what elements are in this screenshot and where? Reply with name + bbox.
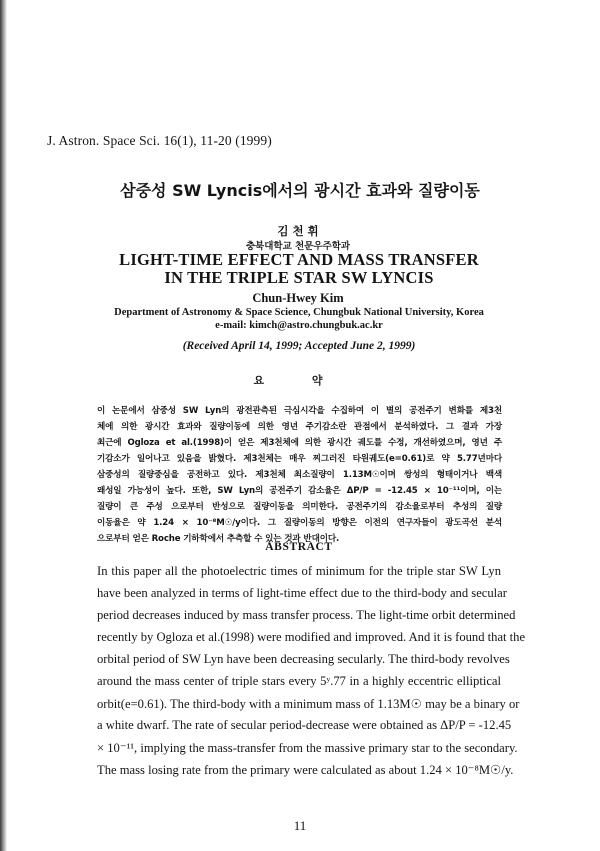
received-accepted-dates: (Received April 14, 1999; Accepted June 2, 1999) [182, 340, 416, 352]
korean-abstract-line: 최근에 Ogloza et al.(1998)이 얻은 제3천체에 의한 광시간 궤도를 수정, 개선하였으며, 영년 주 [97, 438, 502, 448]
korean-abstract-line: 이 논문에서 삼중성 SW Lyn의 광전관측된 극심시각을 수집하여 이 별의 공전주기 변화를 제3천 [97, 406, 502, 416]
english-affiliation: Department of Astronomy & Space Science, Chungbuk National University, Korea [114, 307, 484, 318]
abstract-line: orbital period of SW Lyn have been decreasing secularly. The third-body revolves [97, 652, 510, 666]
abstract-line: × 10⁻¹¹, implying the mass-transfer from the massive primary star to the secondary. [97, 741, 518, 755]
english-title-line-1: LIGHT-TIME EFFECT AND MASS TRANSFER [119, 250, 479, 269]
korean-affiliation: 충북대학교 천문우주학과 [245, 241, 351, 252]
abstract-line: In this paper all the photoelectric times of minimum for the triple star SW Lyn [97, 564, 501, 578]
abstract-line: orbit(e=0.61). The third-body with a minimum mass of 1.13M☉ may be a binary or [97, 697, 520, 711]
journal-citation: J. Astron. Space Sci. 16(1), 11-20 (1999) [47, 133, 272, 148]
korean-abstract-line: 이동율은 약 1.24 × 10⁻⁸M☉/y이다. 그 질량이동의 방향은 이전의 연구자들이 광도곡선 분석 [97, 518, 502, 528]
korean-abstract-line: 으로부터 얻은 Roche 기하학에서 추측할 수 있는 것과 반대이다. [97, 534, 340, 544]
korean-title: 삼중성 SW Lyncis에서의 광시간 효과와 질량이동 [120, 181, 480, 200]
korean-abstract-line: 질량이 큰 주성 으로부터 반성으로 질량이동을 의미한다. 공전주기의 감소율로부터 추성의 질량 [97, 502, 502, 512]
korean-abstract-line: 왜성일 가능성이 높다. 또한, SW Lyn의 공전주기 감소율은 ΔP/P = -12.45 × 10⁻¹¹이며, 이는 [97, 486, 502, 496]
abstract-line: period decreases induced by mass transfer process. The light-time orbit determined [97, 608, 516, 622]
abstract-line: have been analyzed in terms of light-time effect due to the third-body and secular [97, 586, 507, 600]
korean-abstract-line: 삼중성의 질량중심을 공전하고 있다. 제3천체 최소질량이 1.13M☉이며 쌍성의 형태이거나 백색 [97, 470, 502, 480]
korean-abstract-line: 기감소가 일어나고 있음을 밝혔다. 제3천체는 매우 찌그러진 타원궤도(e=0.61)로 약 5.77년마다 [97, 454, 502, 464]
abstract-line: a white dwarf. The rate of secular period-decrease were obtained as ΔP/P = -12.45 [97, 718, 512, 732]
korean-abstract-line: 체에 의한 광시간 효과와 질량이동에 의한 영년 주기감소란 관점에서 분석하였다. 그 결과 가장 [97, 422, 502, 432]
author-email: e-mail: kimch@astro.chungbuk.ac.kr [215, 320, 383, 331]
scan-page-edge [0, 0, 7, 851]
english-title-line-2: IN THE TRIPLE STAR SW LYNCIS [164, 268, 434, 287]
page-number: 11 [293, 818, 307, 833]
english-author: Chun-Hwey Kim [252, 291, 344, 305]
abstract-line: The mass losing rate from the primary were calculated as about 1.24 × 10⁻⁸M☉/y. [97, 763, 514, 777]
korean-author: 김 천 휘 [277, 224, 319, 238]
abstract-line: recently by Ogloza et al.(1998) were modified and improved. And it is found that the [97, 630, 526, 644]
korean-abstract-heading: 요 약 [253, 374, 345, 387]
abstract-line: around the mass center of triple stars every 5ʸ.77 in a highly eccentric elliptical [97, 674, 501, 688]
abstract-heading: ABSTRACT [265, 541, 333, 553]
